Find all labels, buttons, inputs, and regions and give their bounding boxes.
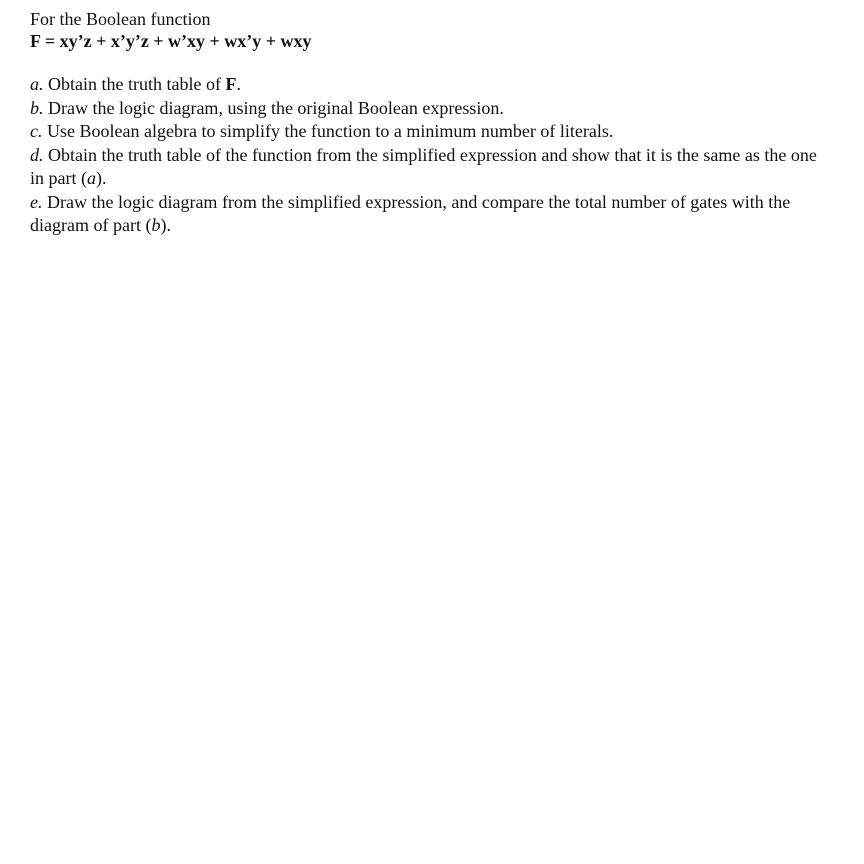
part-a-function-name: F (225, 74, 237, 94)
boolean-formula: F = xy’z + x’y’z + w’xy + wx’y + wxy (30, 31, 312, 51)
part-b (30, 97, 830, 121)
part-e-reference: b (151, 215, 161, 235)
part-e (30, 191, 830, 238)
part-b-text: Draw the logic diagram, using the original Boolean expression. (43, 97, 504, 118)
part-c-letter: c. (30, 121, 43, 141)
part-d-text: Obtain the truth table of the function from the simplified expression and show that it is the same as the one in part ( (30, 144, 817, 188)
part-a-text: Obtain the truth table of (43, 74, 226, 94)
part-a-letter: a. (30, 74, 44, 94)
part-b-letter: b. (30, 97, 44, 118)
intro-text: For the Boolean function (30, 9, 211, 29)
part-d-letter: d. (30, 144, 44, 165)
part-c (30, 120, 830, 144)
question-parts-list (30, 73, 844, 238)
part-d-reference: a (86, 168, 96, 188)
part-a-text-end: . (236, 74, 241, 94)
part-e-letter: e. (30, 191, 43, 212)
part-a (30, 73, 830, 97)
part-e-text-end: ). (160, 215, 171, 235)
part-d-text-end: ). (95, 168, 107, 188)
part-d (30, 144, 830, 191)
part-c-text: Use Boolean algebra to simplify the function to a minimum number of literals. (42, 121, 614, 141)
part-e-text: Draw the logic diagram from the simplified expression, and compare the total number of gates with the diagram of part ( (30, 191, 791, 235)
